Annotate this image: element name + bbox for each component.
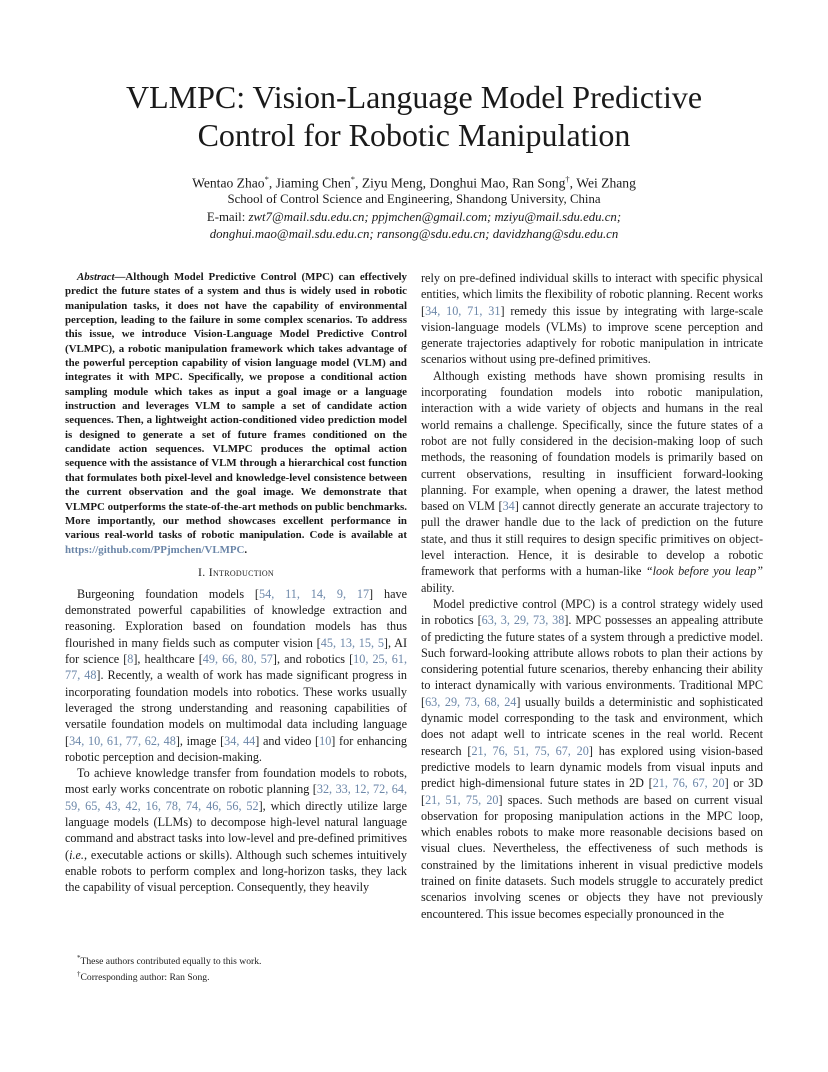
citation-link[interactable]: 34 [502, 499, 515, 514]
section-heading-introduction [65, 565, 407, 580]
intro-paragraph-4: Model predictive control (MPC) is a control strategy widely used in robotics [63, 3, 29, 73, 38]. MPC possesses an appealing attribute of predicting the future states of a system through a predictive model. Such forward-looking attribute allows robots to plan their actions by considering potential future scenarios, thereby enhancing their ability to interact dynamically with various environments. Traditional MPC [63, 29, 73, 68, 24] usually builds a deterministic and sophisticated dynamic model corresponding to the task and environment, which does not adapt well to intricate scenes in the real world. Recent research [21, 76, 51, 75, 67, 20] has explored using vision-based predictive models to learn dynamic models from visual inputs and predict high-dimensional future states in 2D [21, 76, 67, 20] or 3D [21, 51, 75, 20] spaces. Such methods are based on current visual observation for proposing manipulation actions in the MPC loop, which enables robots to make more reasonable decisions based on visual clues. Nevertheless, the effectiveness of such methods is constrained by the limitations inherent in visual predictive models trained on finite datasets. Such models struggle to accurately predict scenarios involving scenes or objects they have not previously encountered. This issue becomes especially pronounced in the [421, 596, 764, 921]
author-name: Ran Song [512, 175, 566, 191]
title-line-1: VLMPC: Vision-Language Model Predictive [125, 79, 703, 115]
citation-link[interactable]: 32, 33, 12, 72, 64, 59, 65, 43, 42, 16, 78, 74, 46, 56, 52 [65, 782, 407, 813]
citation-link[interactable]: 49, 66, 80, 57 [202, 652, 273, 667]
ie-abbrev: i.e., [69, 847, 87, 862]
citation-link[interactable]: 45, 13, 15, 5 [320, 635, 384, 650]
citation-link[interactable]: 34, 44 [224, 733, 256, 748]
citation-link[interactable]: 10 [319, 733, 332, 748]
citation-link[interactable]: 21, 51, 75, 20 [425, 792, 499, 807]
left-column [65, 270, 407, 896]
intro-paragraph-2-cont: rely on pre-defined individual skills to interact with specific physical entities, which limits the flexibility of robotic planning. Recent works [34, 10, 71, 31] remedy this issue by integrating with large-scale vision-language models (VLMs) to improve scene perception and generate trajectories adaptively for robotic manipulation in intricate scenarios without using pre-defined primitives. [421, 271, 764, 367]
email-line-1 [0, 209, 828, 225]
code-link[interactable]: https://github.com/PPjmchen/VLMPC [65, 543, 245, 556]
section-number: I. [197, 564, 206, 579]
citation-link[interactable]: 63, 3, 29, 73, 38 [481, 613, 565, 628]
footnote-corresponding-author: †Corresponding author: Ran Song. [77, 970, 210, 984]
abstract-dash: — [114, 271, 126, 283]
author-name: Ziyu Meng [361, 175, 423, 191]
citation-link[interactable]: 34, 10, 71, 31 [425, 303, 501, 318]
author-name: Wei Zhang [576, 175, 636, 191]
citation-link[interactable]: 54, 11, 14, 9, 17 [259, 586, 370, 601]
section-title: Introduction [208, 564, 275, 579]
email-addresses: donghui.mao@mail.sdu.edu.cn; ransong@sdu.edu.cn; davidzhang@sdu.edu.cn [209, 227, 619, 241]
author-name: Donghui Mao [429, 175, 506, 191]
equal-contrib-mark: * [350, 174, 356, 184]
affiliation: School of Control Science and Engineering, Shandong University, China [227, 192, 601, 206]
title-line-2: Control for Robotic Manipulation [197, 117, 631, 153]
paper-title [0, 78, 828, 154]
abstract-text: Although Model Predictive Control (MPC) can effectively predict the future states of a system and thus is widely used in robotic manipulation tasks, it does not have the capability of environmental perception, leading to the failure in some complex scenarios. To address this issue, we introduce Vision-Language Model Predictive Control (VLMPC), a robotic manipulation framework which takes advantage of the powerful perception capability of vision language model (VLM) and integrates it with MPC. Specifically, we propose a conditional action sampling module which takes as input a goal image or a language instruction and leverages VLM to sample a set of candidate action sequences. Then, a lightweight action-conditioned video prediction model is designed to generate a set of future frames conditioned on the candidate action sequences. VLMPC produces the optimal action sequence with the assistance of VLM through a hierarchical cost function that formulates both pixel-level and knowledge-level consistence between the current observation and the goal image. We demonstrate that VLMPC outperforms the state-of-the-art methods on public benchmarks. More importantly, our method showcases excellent performance in various real-world tasks of robotic manipulation. Code is available at [65, 271, 407, 542]
email-label: E-mail: [206, 210, 246, 224]
author-list: Wentao Zhao*, Jiaming Chen*, Ziyu Meng, Donghui Mao, Ran Song†, Wei Zhang [192, 174, 636, 191]
citation-link[interactable]: 8 [127, 652, 134, 667]
citation-link[interactable]: 10, 25, 61, 77, 48 [65, 652, 408, 683]
abstract-end: . [244, 543, 248, 556]
email-line-2 [0, 226, 828, 242]
author-name: Jiaming Chen [275, 175, 351, 191]
abstract-label: Abstract [77, 271, 115, 283]
footnotes [65, 952, 407, 984]
citation-link[interactable]: 21, 76, 51, 75, 67, 20 [471, 743, 589, 758]
intro-paragraph-1: Burgeoning foundation models [54, 11, 14, 9, 17] have demonstrated powerful capabilities of knowledge extraction and reasoning. Exploration based on foundation models has thus flourished in many fields such as computer vision [45, 13, 15, 5], AI for science [8], healthcare [49, 66, 80, 57], and robotics [10, 25, 61, 77, 48]. Recently, a wealth of work has made significant progress in incorporating foundation models into robotics. These works usually leveraged the strong understanding and reasoning capabilities of versatile foundation models on multimodal data including language [34, 10, 61, 77, 62, 48], image [34, 44] and video [10] for enhancing robotic perception and decision-making. [65, 586, 408, 764]
quote-phrase: “look before you leap” [645, 564, 763, 579]
citation-link[interactable]: 21, 76, 67, 20 [652, 776, 725, 791]
right-column [421, 270, 763, 922]
footnote-equal-contribution: *These authors contributed equally to this work. [77, 954, 262, 968]
intro-paragraph-2: To achieve knowledge transfer from foundation models to robots, most early works concentrate on robotic planning [32, 33, 12, 72, 64, 59, 65, 43, 42, 16, 78, 74, 46, 56, 52], which directly utilize large language models (LLMs) to decompose high-level natural language command and abstract tasks into low-level and pre-defined primitives (i.e., executable actions or skills). Although such schemes intuitively enable robots to perform complex and long-horizon tasks, they lack the capability of visual perception. Consequently, they heavily [65, 766, 407, 895]
corresponding-mark: † [565, 174, 570, 184]
citation-link[interactable]: 63, 29, 73, 68, 24 [425, 694, 517, 709]
citation-link[interactable]: 34, 10, 61, 77, 62, 48 [69, 733, 176, 748]
email-addresses: zwt7@mail.sdu.edu.cn; ppjmchen@gmail.com; mziyu@mail.sdu.edu.cn; [248, 210, 622, 224]
intro-paragraph-3: Although existing methods have shown promising results in incorporating foundation models into robotic manipulation, interaction with a wide variety of objects and humans in the real world remains a challenge. Specifically, since the future states of a robot are not fully considered in the decision-making loop of such methods, the reasoning of foundation models is primarily based on current observations, resulting in insufficient forward-looking planning. For example, when opening a drawer, the latest method based on VLM [34] cannot directly generate an accurate trajectory to pull the drawer handle due to the lack of prediction on the future state, and thus it still requires to design specific primitives on object-level interaction. Hence, it is desirable to develop a robotic framework that performs with a human-like “look before you leap” ability. [421, 368, 764, 595]
author-name: Wentao Zhao [192, 175, 265, 191]
equal-contrib-mark: * [264, 174, 269, 184]
abstract [65, 270, 407, 557]
